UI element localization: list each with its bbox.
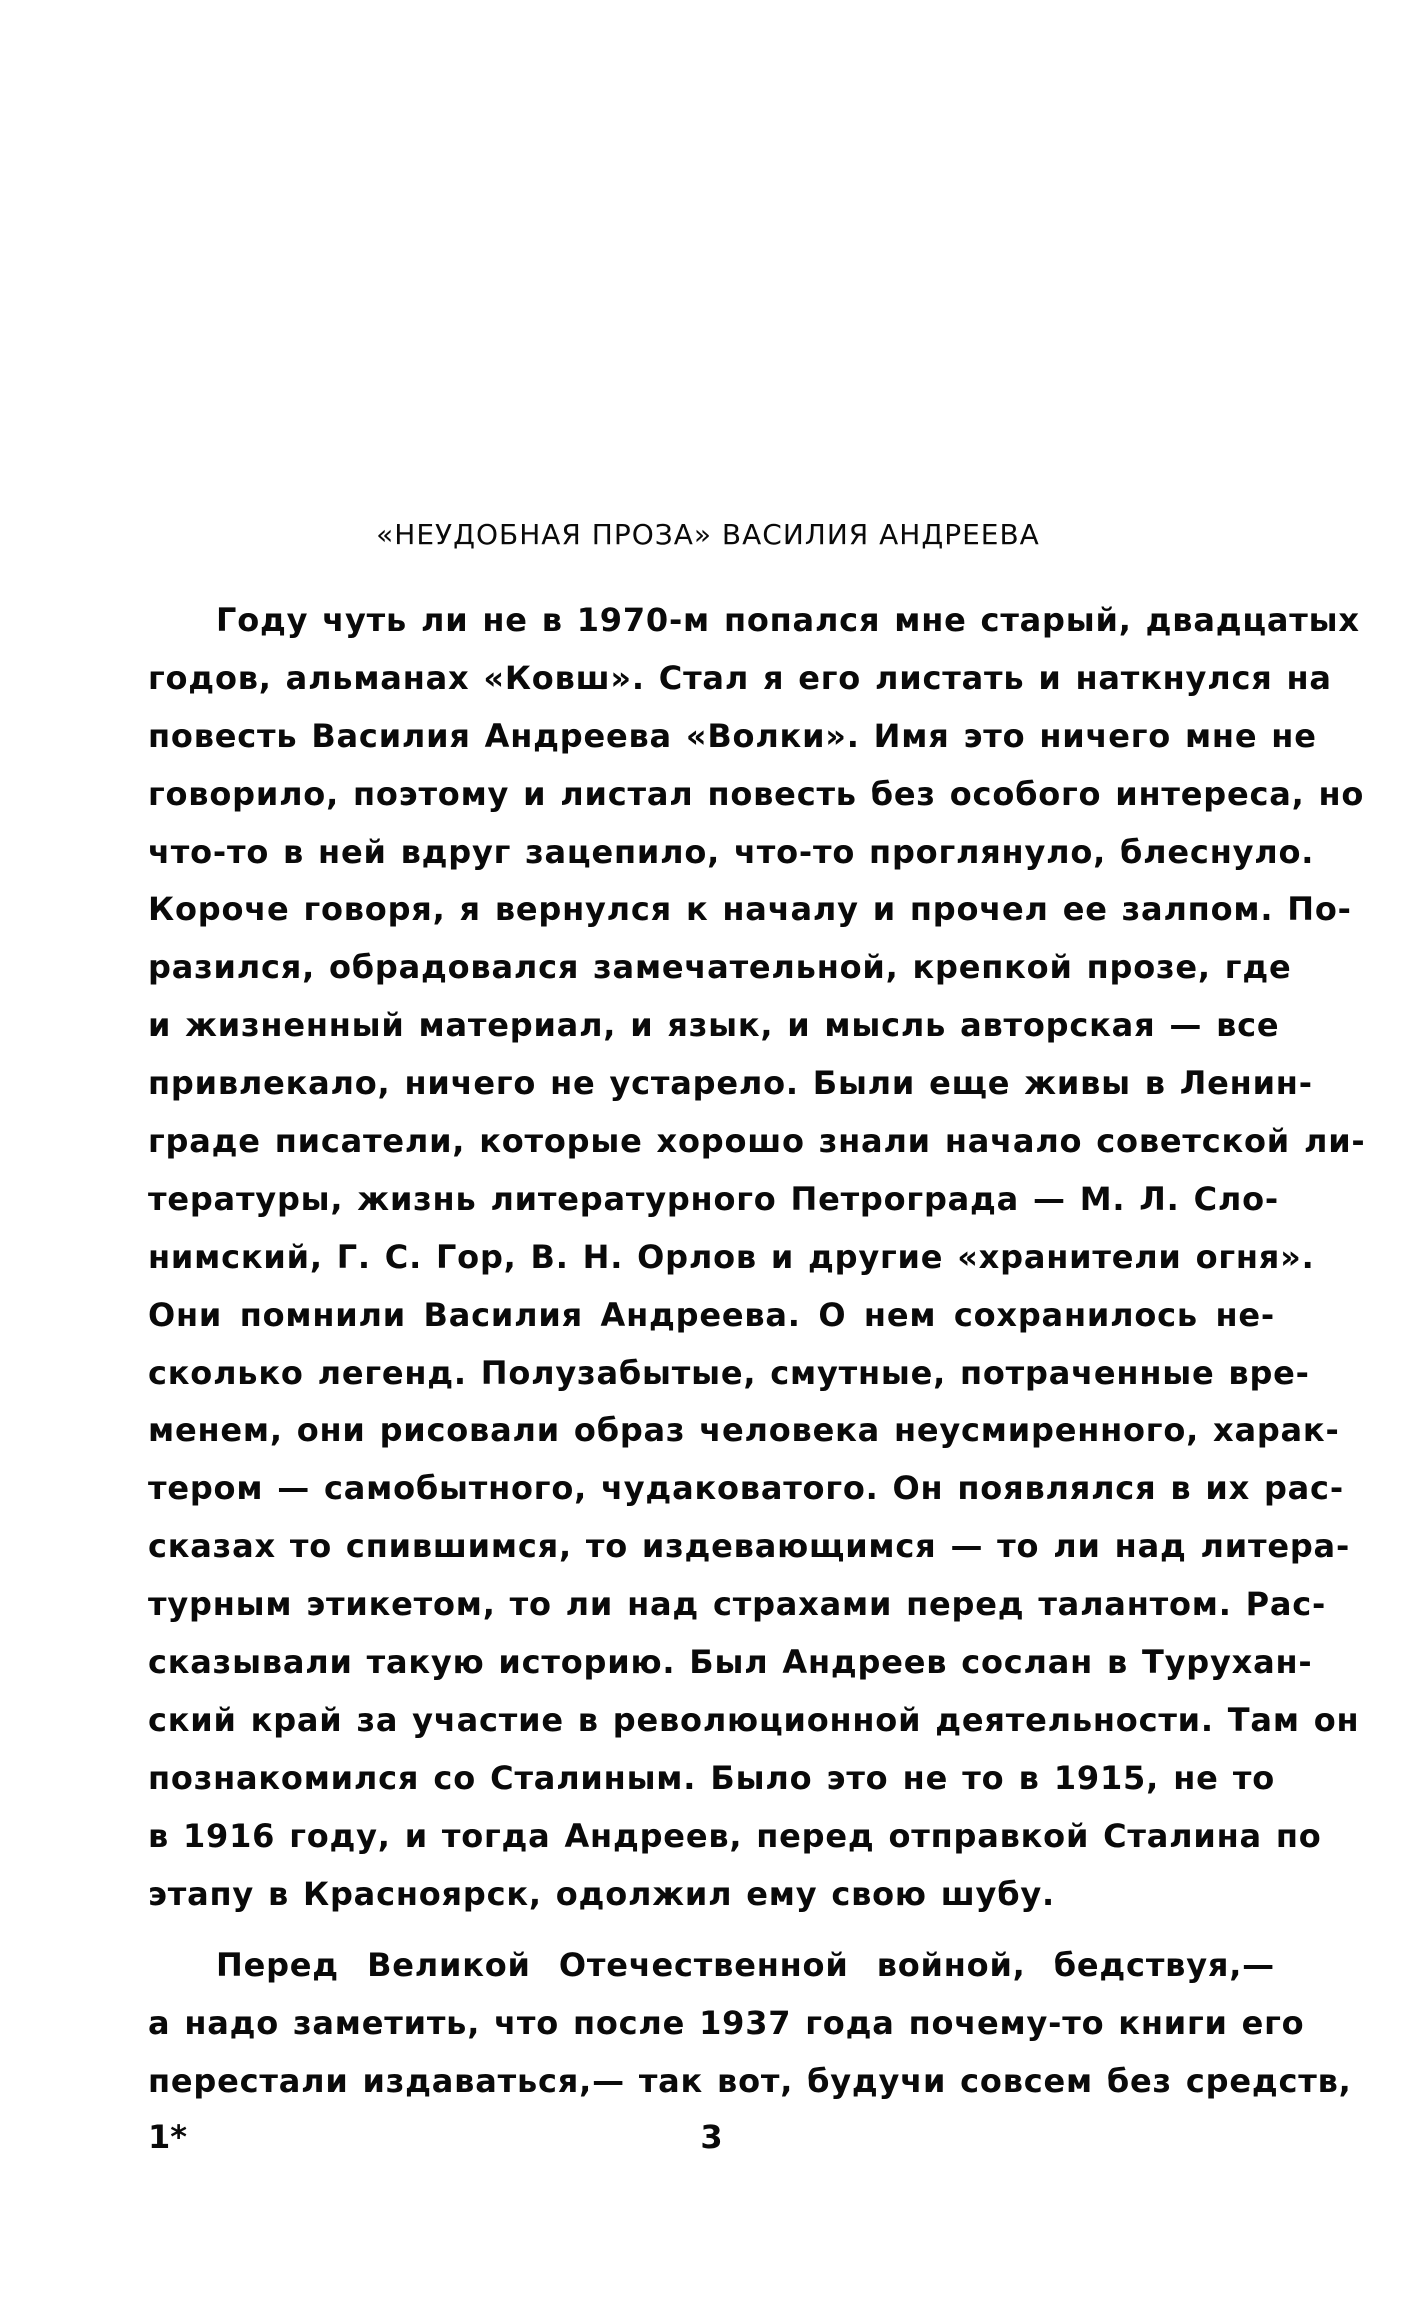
text-line: Году чуть ли не в 1970-м попался мне старый, двадцатых bbox=[216, 601, 1360, 639]
text-line: а надо заметить, что после 1937 года почему-то книги его bbox=[148, 2004, 1305, 2043]
text-line: и жизненный материал, и язык, и мысль авторская — все bbox=[148, 1006, 1280, 1045]
text-line: Короче говоря, я вернулся к началу и прочел ее залпом. По- bbox=[148, 890, 1352, 929]
page-footer bbox=[148, 2118, 1275, 2168]
paragraph bbox=[148, 592, 1366, 1923]
text-line: менем, они рисовали образ человека неусмиренного, харак- bbox=[148, 1411, 1340, 1450]
text-line: Перед Великой Отечественной войной, бедствуя,— bbox=[216, 1946, 1275, 1985]
chapter-heading: «НЕУДОБНАЯ ПРОЗА» ВАСИЛИЯ АНДРЕЕВА bbox=[376, 518, 1040, 551]
text-line: годов, альманах «Ковш». Стал я его листать и наткнулся на bbox=[148, 658, 1332, 697]
text-line: этапу в Красноярск, одолжил ему свою шубу. bbox=[148, 1874, 1055, 1913]
text-line: привлекало, ничего не устарело. Были еще живы в Ленин- bbox=[148, 1064, 1313, 1103]
text-line: турным этикетом, то ли над страхами перед талантом. Рас- bbox=[148, 1585, 1327, 1624]
text-line: Они помнили Василия Андреева. О нем сохранилось не- bbox=[148, 1295, 1275, 1334]
text-line: сколько легенд. Полузабытые, смутные, потраченные вре- bbox=[148, 1353, 1310, 1392]
text-line: в 1916 году, и тогда Андреев, перед отправкой Сталина по bbox=[148, 1816, 1322, 1855]
paragraph bbox=[148, 1937, 1352, 2111]
paragraph-gap bbox=[148, 1923, 1275, 1937]
text-line: перестали издаваться,— так вот, будучи совсем без средств, bbox=[148, 2062, 1352, 2101]
page-number: 3 bbox=[700, 2118, 723, 2156]
text-line: разился, обрадовался замечательной, крепкой прозе, где bbox=[148, 948, 1292, 987]
text-line: что-то в ней вдруг зацепило, что-то проглянуло, блеснуло. bbox=[148, 832, 1315, 871]
text-line: говорило, поэтому и листал повесть без особого интереса, но bbox=[148, 774, 1365, 813]
text-line: граде писатели, которые хорошо знали начало советской ли- bbox=[148, 1122, 1366, 1161]
text-line: нимский, Г. С. Гор, В. Н. Орлов и другие «хранители огня». bbox=[148, 1237, 1315, 1276]
text-line: сказывали такую историю. Был Андреев сослан в Турухан- bbox=[148, 1643, 1313, 1682]
text-line: ский край за участие в революционной деятельности. Там он bbox=[148, 1700, 1360, 1739]
printer-signature-mark: 1* bbox=[148, 2118, 187, 2156]
text-line: тером — самобытного, чудаковатого. Он появлялся в их рас- bbox=[148, 1469, 1344, 1508]
text-line: тературы, жизнь литературного Петрограда — М. Л. Сло- bbox=[148, 1179, 1279, 1218]
text-line: сказах то спившимся, то издевающимся — то ли над литера- bbox=[148, 1527, 1351, 1566]
text-line: познакомился со Сталиным. Было это не то в 1915, не то bbox=[148, 1758, 1275, 1797]
text-line: повесть Василия Андреева «Волки». Имя это ничего мне не bbox=[148, 716, 1317, 755]
body-text bbox=[148, 592, 1366, 2111]
